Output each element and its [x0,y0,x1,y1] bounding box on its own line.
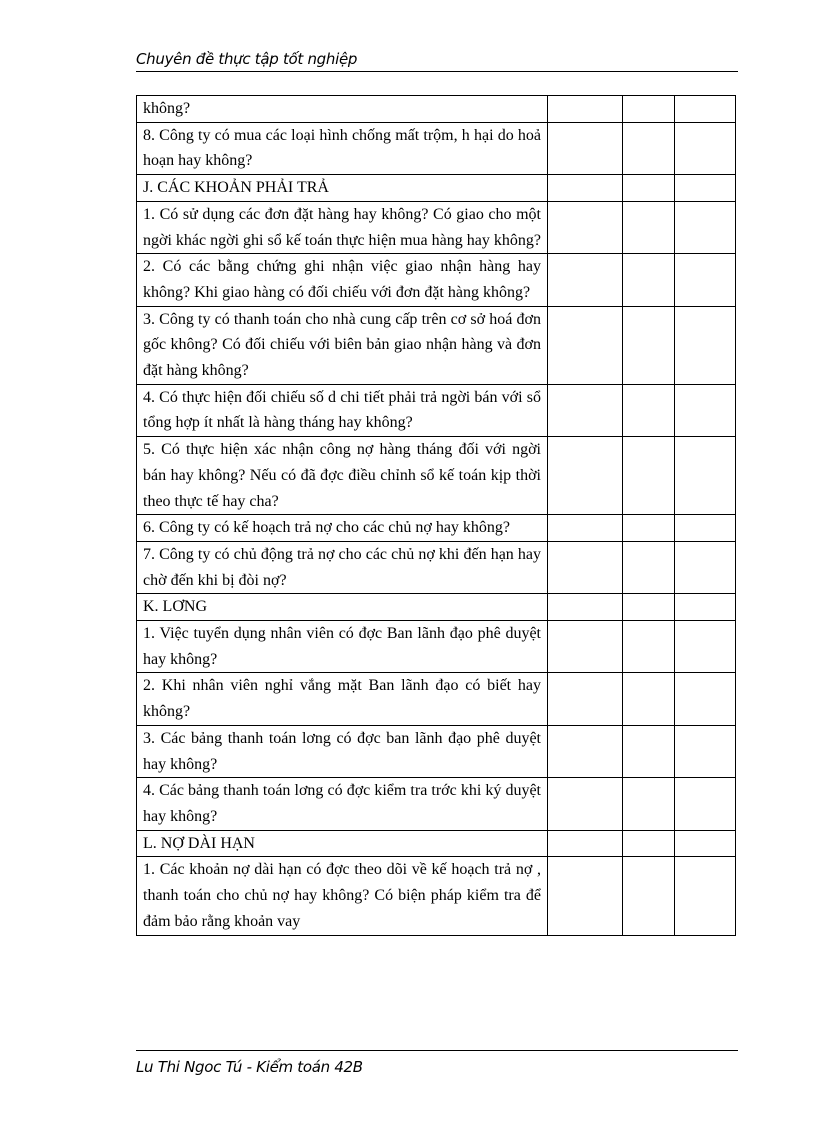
answer-cell [548,621,623,673]
question-row [137,725,736,777]
question-text: 3. Công ty có thanh toán cho nhà cung cấp trên cơ sở hoá đơn gốc không? Có đối chiếu với biên bản giao nhận hàng và đơn đặt hàng không? [137,306,548,384]
answer-cell [623,830,675,857]
question-row [137,201,736,253]
question-row [137,384,736,436]
question-row [137,122,736,174]
answer-cell [675,541,736,593]
answer-cell [623,306,675,384]
question-row [137,96,736,123]
section-heading-row [137,594,736,621]
answer-cell [675,201,736,253]
answer-cell [548,437,623,515]
question-row [137,541,736,593]
question-row [137,437,736,515]
answer-cell [548,725,623,777]
answer-cell [623,515,675,542]
answer-cell [548,673,623,725]
answer-cell [675,621,736,673]
question-row [137,515,736,542]
answer-cell [675,306,736,384]
question-row [137,778,736,830]
footer-divider [136,1050,738,1051]
audit-checklist-table [136,95,736,936]
question-row [137,254,736,306]
answer-cell [623,778,675,830]
question-text: 3. Các bảng thanh toán lơng có đợc ban lãnh đạo phê duyệt hay không? [137,725,548,777]
answer-cell [623,96,675,123]
question-text: 2. Có các bằng chứng ghi nhận việc giao nhận hàng hay không? Khi giao hàng có đối chiếu với đơn đặt hàng không? [137,254,548,306]
answer-cell [548,515,623,542]
answer-cell [548,541,623,593]
answer-cell [623,254,675,306]
answer-cell [623,621,675,673]
header-divider [136,71,738,72]
answer-cell [623,725,675,777]
answer-cell [623,175,675,202]
question-text: 1. Có sử dụng các đơn đặt hàng hay không? Có giao cho một ngời khác ngời ghi sổ kế toán thực hiện mua hàng hay không? [137,201,548,253]
section-heading-row [137,830,736,857]
answer-cell [675,175,736,202]
section-heading: L. NỢ DÀI HẠN [137,830,548,857]
answer-cell [623,594,675,621]
question-row [137,306,736,384]
answer-cell [675,254,736,306]
question-text: 1. Các khoản nợ dài hạn có đợc theo dõi về kế hoạch trả nợ , thanh toán cho chủ nợ hay không? Có biện pháp kiểm tra để đảm bảo rằng khoản vay [137,857,548,935]
page-footer-author: Lu Thi Ngoc Tú - Kiểm toán 42B [136,1058,363,1076]
question-row [137,621,736,673]
answer-cell [623,673,675,725]
question-text: 6. Công ty có kế hoạch trả nợ cho các chủ nợ hay không? [137,515,548,542]
question-text: 2. Khi nhân viên nghỉ vắng mặt Ban lãnh đạo có biết hay không? [137,673,548,725]
section-heading-row [137,175,736,202]
answer-cell [675,857,736,935]
answer-cell [675,830,736,857]
question-text: 5. Có thực hiện xác nhận công nợ hàng tháng đối với ngời bán hay không? Nếu có đã đợc điều chỉnh sổ kế toán kịp thời theo thực tế hay cha? [137,437,548,515]
answer-cell [623,201,675,253]
question-text: 1. Việc tuyển dụng nhân viên có đợc Ban lãnh đạo phê duyệt hay không? [137,621,548,673]
answer-cell [675,515,736,542]
answer-cell [623,437,675,515]
answer-cell [548,778,623,830]
answer-cell [675,437,736,515]
answer-cell [548,201,623,253]
answer-cell [548,175,623,202]
answer-cell [548,122,623,174]
question-text: 4. Các bảng thanh toán lơng có đợc kiểm tra trớc khi ký duyệt hay không? [137,778,548,830]
answer-cell [675,594,736,621]
answer-cell [548,384,623,436]
question-text: 8. Công ty có mua các loại hình chống mất trộm, h hại do hoả hoạn hay không? [137,122,548,174]
answer-cell [548,96,623,123]
question-row [137,857,736,935]
answer-cell [623,122,675,174]
answer-cell [548,254,623,306]
answer-cell [623,384,675,436]
answer-cell [675,384,736,436]
answer-cell [548,830,623,857]
answer-cell [548,594,623,621]
section-heading: J. CÁC KHOẢN PHẢI TRẢ [137,175,548,202]
question-text: không? [137,96,548,123]
answer-cell [548,306,623,384]
section-heading: K. LƠNG [137,594,548,621]
answer-cell [623,857,675,935]
answer-cell [623,541,675,593]
answer-cell [675,122,736,174]
answer-cell [548,857,623,935]
question-row [137,673,736,725]
answer-cell [675,725,736,777]
question-text: 7. Công ty có chủ động trả nợ cho các chủ nợ khi đến hạn hay chờ đến khi bị đòi nợ? [137,541,548,593]
page-header-title: Chuyên đề thực tập tốt nghiệp [136,50,358,68]
answer-cell [675,778,736,830]
answer-cell [675,673,736,725]
question-text: 4. Có thực hiện đối chiếu số d chi tiết phải trả ngời bán với sổ tổng hợp ít nhất là hàng tháng hay không? [137,384,548,436]
answer-cell [675,96,736,123]
